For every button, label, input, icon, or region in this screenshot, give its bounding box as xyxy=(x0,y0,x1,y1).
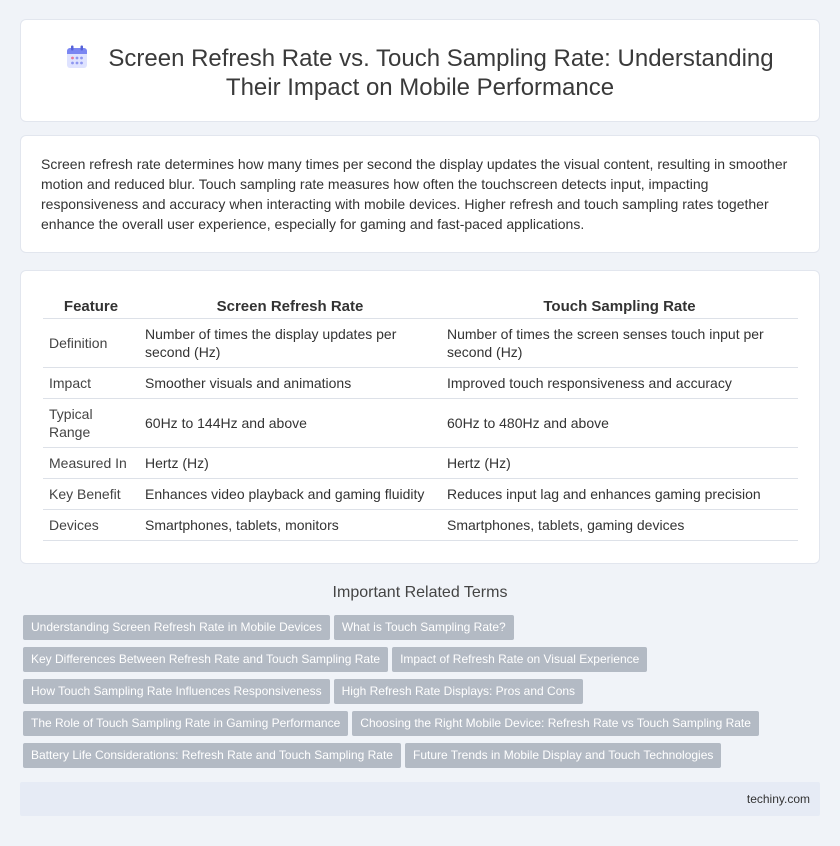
feature-cell: Measured In xyxy=(43,448,139,479)
table-row xyxy=(43,510,798,541)
related-term-tag[interactable]: Key Differences Between Refresh Rate and Touch Sampling Rate xyxy=(23,647,388,672)
intro-paragraph: Screen refresh rate determines how many times per second the display updates the visual content, resulting in smoother motion and reduced blur. Touch sampling rate measures how often the touchscreen detects input, impacting responsiveness and accuracy when interacting with mobile devices. Higher refresh and touch sampling rates together enhance the overall user experience, especially for gaming and fast-paced applications. xyxy=(41,156,788,232)
touch-sampling-cell: Smartphones, tablets, gaming devices xyxy=(441,510,798,541)
related-term-tag[interactable]: High Refresh Rate Displays: Pros and Cons xyxy=(334,679,583,704)
related-term-tag[interactable]: Choosing the Right Mobile Device: Refresh Rate vs Touch Sampling Rate xyxy=(352,711,759,736)
intro-card xyxy=(20,135,820,253)
table-row xyxy=(43,319,798,368)
comparison-card xyxy=(20,270,820,564)
related-term-tag[interactable]: The Role of Touch Sampling Rate in Gaming Performance xyxy=(23,711,348,736)
related-terms-heading: Important Related Terms xyxy=(332,584,508,601)
refresh-rate-cell: Smartphones, tablets, monitors xyxy=(139,510,441,541)
table-row xyxy=(43,368,798,399)
footer-bar xyxy=(20,782,820,816)
feature-cell: Devices xyxy=(43,510,139,541)
refresh-rate-cell: Enhances video playback and gaming fluidity xyxy=(139,479,441,510)
table-row xyxy=(43,479,798,510)
page-title: Screen Refresh Rate vs. Touch Sampling Rate: Understanding Their Impact on Mobile Performance xyxy=(108,45,774,101)
table-row xyxy=(43,448,798,479)
title-card xyxy=(20,19,820,122)
page-title-block xyxy=(61,44,779,102)
touch-sampling-cell: Hertz (Hz) xyxy=(441,448,798,479)
tag-row xyxy=(23,711,823,743)
feature-cell: Definition xyxy=(43,319,139,368)
table-row xyxy=(43,399,798,448)
refresh-rate-cell: Smoother visuals and animations xyxy=(139,368,441,399)
related-term-tag[interactable]: Impact of Refresh Rate on Visual Experience xyxy=(392,647,647,672)
tag-row xyxy=(23,743,823,775)
refresh-rate-cell: Number of times the display updates per second (Hz) xyxy=(139,319,441,368)
touch-sampling-cell: Improved touch responsiveness and accuracy xyxy=(441,368,798,399)
feature-cell: Key Benefit xyxy=(43,479,139,510)
tag-row xyxy=(23,615,823,647)
comparison-table xyxy=(43,293,798,541)
column-header-refresh-rate: Screen Refresh Rate xyxy=(139,293,441,319)
refresh-rate-cell: Hertz (Hz) xyxy=(139,448,441,479)
feature-cell: Impact xyxy=(43,368,139,399)
calendar-icon xyxy=(66,45,88,69)
related-term-tag[interactable]: Battery Life Considerations: Refresh Rate and Touch Sampling Rate xyxy=(23,743,401,768)
tag-row xyxy=(23,679,823,711)
related-term-tag[interactable]: How Touch Sampling Rate Influences Responsiveness xyxy=(23,679,330,704)
related-term-tag[interactable]: What is Touch Sampling Rate? xyxy=(334,615,514,640)
feature-cell: Typical Range xyxy=(43,399,139,448)
column-header-touch-sampling: Touch Sampling Rate xyxy=(441,293,798,319)
tag-row xyxy=(23,647,823,679)
touch-sampling-cell: Number of times the screen senses touch input per second (Hz) xyxy=(441,319,798,368)
touch-sampling-cell: Reduces input lag and enhances gaming precision xyxy=(441,479,798,510)
site-name[interactable]: techiny.com xyxy=(746,792,810,806)
related-term-tag[interactable]: Future Trends in Mobile Display and Touch Technologies xyxy=(405,743,721,768)
related-term-tag[interactable]: Understanding Screen Refresh Rate in Mobile Devices xyxy=(23,615,330,640)
related-terms-list xyxy=(23,615,823,775)
table-header-row xyxy=(43,293,798,319)
column-header-feature: Feature xyxy=(43,293,139,319)
refresh-rate-cell: 60Hz to 144Hz and above xyxy=(139,399,441,448)
touch-sampling-cell: 60Hz to 480Hz and above xyxy=(441,399,798,448)
